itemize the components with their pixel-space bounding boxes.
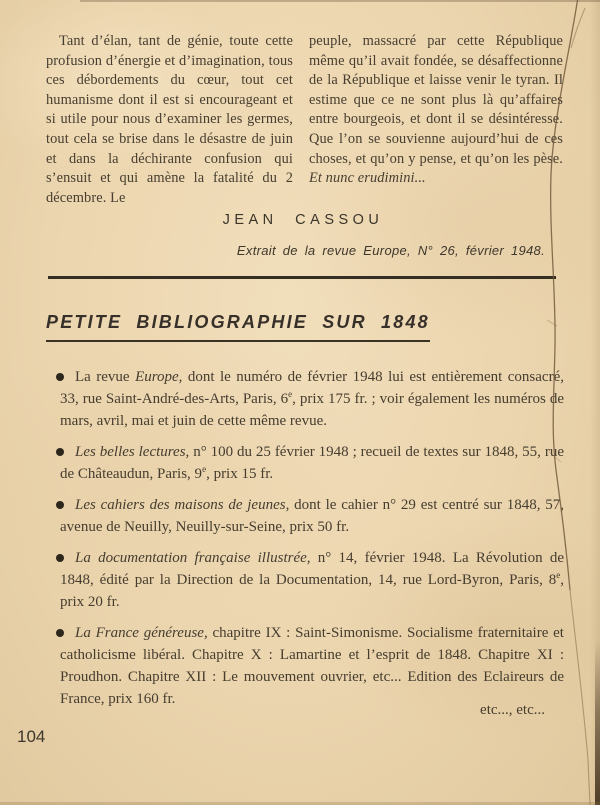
article-columns — [46, 32, 563, 208]
text-segment: e — [288, 389, 293, 399]
text-segment: n° 14, février 1948. La Révolution de 1848, édité par la Direction de la Documentation, 14, rue Lord-Byron, Paris, 8 — [60, 550, 564, 588]
page-top-edge-shadow — [80, 0, 600, 2]
bibliography-item — [46, 622, 564, 710]
text-segment: , prix 20 fr. — [60, 572, 564, 610]
bullet-icon — [56, 373, 64, 381]
page-right-edge-dark — [595, 640, 600, 805]
article-left-column: Tant d’élan, tant de génie, toute cette profusion d’énergie et d’imagination, tous ces débordements du cœur, tout cet humanisme dont il est si encourageant et si utile pour nous d’examiner les germes, tout cela se brise dans le désastre de juin et dans la déchirante confusion qui s’ensuit et qui amène la fatalité du 2 décembre. Le — [46, 33, 293, 206]
text-segment: chapitre IX : Saint-Simonisme. Socialisme fraternitaire et catholicisme libéral. Chapitre X : Lamartine et l’esprit de 1848. Chapitre XI : Proudhon. Chapitre XII : Le mouvement ouvrier, etc... Edition des Eclaireurs de France, prix 160 fr. — [60, 625, 564, 707]
bullet-icon — [56, 448, 64, 456]
text-segment: La revue — [75, 369, 136, 385]
bibliography-heading: PETITE BIBLIOGRAPHIE SUR 1848 — [46, 312, 430, 342]
text-segment: e — [202, 464, 207, 474]
article-right-column — [309, 32, 563, 208]
text-segment: Europe, — [135, 369, 183, 385]
bullet-icon — [56, 629, 64, 637]
source-note: Extrait de la revue Europe, N° 26, février 1948. — [236, 243, 545, 258]
bibliography-item — [46, 366, 564, 432]
bibliography-item — [46, 494, 564, 538]
text-segment: n° 100 du 25 février 1948 ; recueil de textes sur 1848, 55, rue de Châteaudun, Paris, 9 — [60, 444, 564, 482]
text-segment: dont le cahier n° 29 est centré sur 1848, 57, avenue de Neuilly, Neuilly-sur-Seine, prix 50 fr. — [60, 497, 564, 535]
text-segment: Les cahiers des maisons de jeunes, — [75, 497, 290, 513]
bibliography-item — [46, 441, 564, 485]
text-segment: peuple, massacré par cette République même qu’il avait fondée, se désaffectionne de la République et laisse venir le tyran. Il estime que ce ne sont plus là qu’affaires entre bourgeois, et dont il se désintéresse. Que l’on se souvienne aujourd’hui de ces choses, et qu’on y pense, et qu’on les pèse. — [309, 33, 563, 167]
text-segment: La France généreuse, — [75, 625, 208, 641]
author-name: JEAN CASSOU — [222, 212, 384, 228]
page-number: 104 — [17, 727, 46, 746]
text-segment: Et nunc erudimini... — [309, 170, 426, 187]
text-segment: e — [556, 570, 561, 580]
text-segment: dont le numéro de février 1948 lui est entièrement consacré, 33, rue Saint-André-des-Arts, Paris, 6 — [60, 369, 564, 407]
etc-note: etc..., etc... — [480, 702, 545, 718]
bullet-icon — [56, 554, 64, 562]
bullet-icon — [56, 501, 64, 509]
text-segment: , prix 15 fr. — [206, 466, 274, 482]
text-segment: Les belles lectures, — [75, 444, 190, 460]
bibliography-item — [46, 547, 564, 613]
text-segment: , prix 175 fr. ; voir également les numéros de mars, avril, mai et juin de cette même revue. — [60, 391, 564, 429]
bibliography-list — [46, 366, 564, 710]
section-divider-rule — [48, 276, 556, 279]
text-segment: La documentation française illustrée, — [75, 550, 311, 566]
